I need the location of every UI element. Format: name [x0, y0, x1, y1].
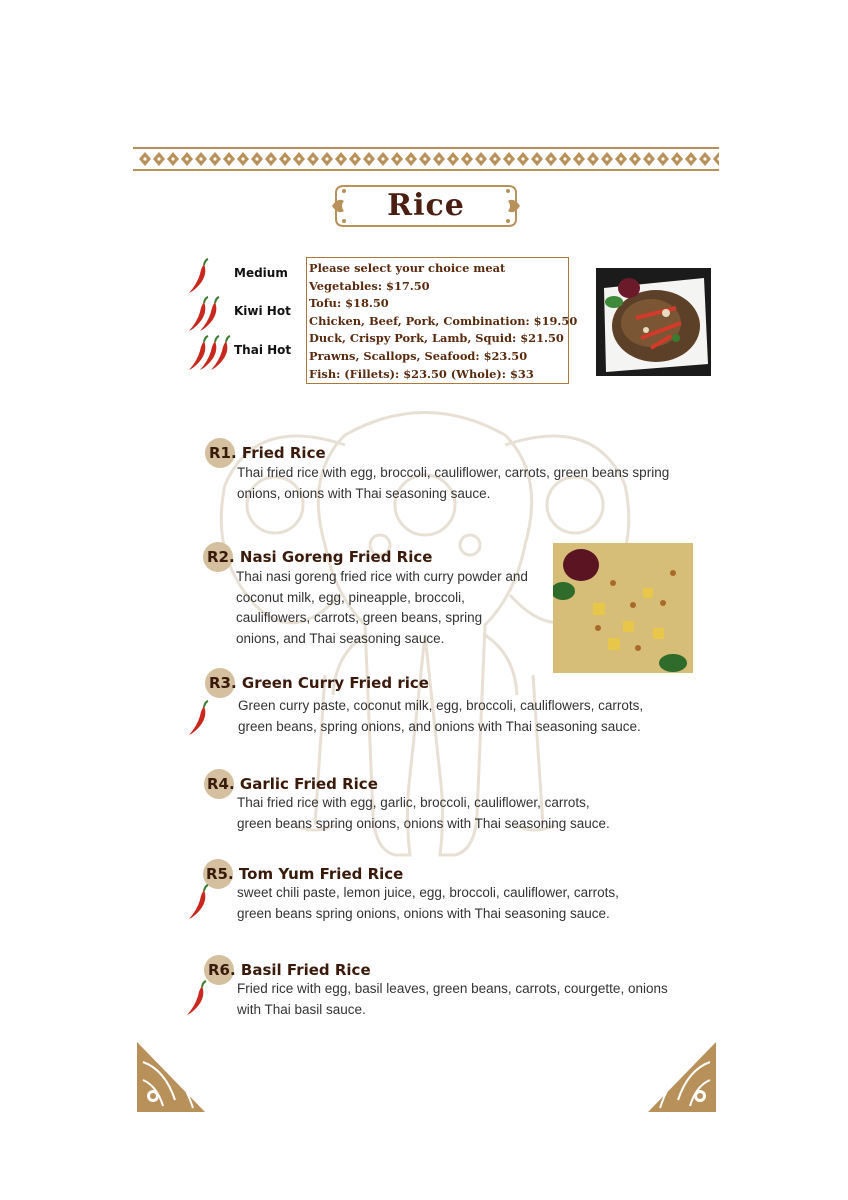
price-line: Tofu: $18.50	[309, 296, 389, 311]
band-dot	[633, 157, 636, 160]
band-dot	[549, 157, 552, 160]
item-title-r4: R4. Garlic Fried Rice	[207, 775, 378, 793]
band-dot	[255, 157, 258, 160]
band-dot	[521, 157, 524, 160]
price-line: Vegetables: $17.50	[309, 278, 430, 293]
spice-level-medium	[184, 258, 294, 294]
nasi-goreng-photo	[553, 543, 693, 673]
band-dot	[311, 157, 314, 160]
band-dot	[241, 157, 244, 160]
chili-stem	[202, 981, 206, 987]
spice-level-label: Thai Hot	[234, 343, 292, 357]
ornamental-border-band	[133, 147, 719, 171]
spice-level-thai-hot	[184, 335, 294, 371]
item-desc-r6: Fried rice with egg, basil leaves, green beans, carrots, courgette, onions with Thai basil sauce.	[237, 981, 668, 1017]
band-dot	[171, 157, 174, 160]
band-dot	[227, 157, 230, 160]
chili-stem	[204, 701, 208, 707]
chili-pepper	[187, 986, 203, 1015]
chili-icon	[184, 296, 224, 332]
item-title-r5: R5. Tom Yum Fried Rice	[206, 865, 404, 883]
chili-stem	[204, 885, 208, 891]
item-desc-r1: Thai fried rice with egg, broccoli, cauliflower, carrots, green beans spring onions, onions with Thai seasoning sauce.	[237, 465, 670, 501]
band-dot	[199, 157, 202, 160]
price-line: Prawns, Scallops, Seafood: $23.50	[309, 348, 528, 363]
price-box	[306, 257, 578, 384]
chili-icon	[184, 700, 210, 742]
corner-ornament-right	[646, 1040, 718, 1114]
item-title-r3: R3. Green Curry Fried rice	[209, 674, 429, 692]
chili-pepper	[189, 890, 205, 919]
chili-pepper	[189, 706, 205, 735]
band-dot	[619, 157, 622, 160]
band-dot	[353, 157, 356, 160]
band-dot	[185, 157, 188, 160]
chili-stem	[215, 336, 219, 342]
band-dot	[297, 157, 300, 160]
chili-stem	[204, 297, 208, 303]
band-dot	[563, 157, 566, 160]
band-dot	[157, 157, 160, 160]
chili-icon	[184, 335, 232, 371]
band-dot	[213, 157, 216, 160]
band-dot	[437, 157, 440, 160]
price-line: Chicken, Beef, Pork, Combination: $19.50	[309, 313, 578, 328]
band-dot	[591, 157, 594, 160]
spice-level-kiwi-hot	[184, 296, 294, 332]
chili-stem	[204, 336, 208, 342]
band-dot	[409, 157, 412, 160]
band-dot	[451, 157, 454, 160]
band-dot	[689, 157, 692, 160]
band-dot	[381, 157, 384, 160]
item-desc-r2: Thai nasi goreng fried rice with curry powder and coconut milk, egg, pineapple, broccoli, cauliflowers, carrots, green beans, spring onions, and Thai seasoning sauce.	[236, 569, 528, 646]
band-dot	[675, 157, 678, 160]
fried-rice-photo	[596, 268, 711, 376]
spice-level-label: Medium	[234, 266, 288, 280]
item-desc-r5: sweet chili paste, lemon juice, egg, broccoli, cauliflower, carrots, green beans spring onions, onions with Thai seasoning sauce.	[237, 885, 619, 921]
item-title-r2: R2. Nasi Goreng Fried Rice	[207, 548, 433, 566]
corner-ornament-left	[135, 1040, 207, 1114]
chili-pepper	[189, 264, 205, 293]
band-dot	[269, 157, 272, 160]
chili-icon	[184, 258, 224, 294]
band-dot	[143, 157, 146, 160]
chili-icon	[182, 980, 208, 1022]
band-dot	[577, 157, 580, 160]
chili-stem	[226, 336, 230, 342]
band-dot	[493, 157, 496, 160]
page-title: Rice	[387, 188, 465, 223]
band-dot	[647, 157, 650, 160]
band-dot	[325, 157, 328, 160]
band-dot	[465, 157, 468, 160]
band-dot	[423, 157, 426, 160]
spice-level-label: Kiwi Hot	[234, 304, 291, 318]
chili-pepper	[189, 302, 205, 331]
item-desc-r3: Green curry paste, coconut milk, egg, broccoli, cauliflowers, carrots, green beans, spring onions, and onions with Thai seasoning sauce.	[238, 698, 644, 734]
band-dot	[339, 157, 342, 160]
chili-pepper	[189, 341, 205, 370]
band-dot	[703, 157, 706, 160]
band-dot	[605, 157, 608, 160]
chili-icon	[184, 884, 210, 926]
price-line: Fish: (Fillets): $23.50 (Whole): $33	[309, 366, 534, 381]
chili-stem	[215, 297, 219, 303]
item-desc-r4: Thai fried rice with egg, garlic, broccoli, cauliflower, carrots, green beans spring onions, onions with Thai seasoning sauce.	[237, 795, 610, 831]
band-dot	[479, 157, 482, 160]
price-line: Duck, Crispy Pork, Lamb, Squid: $21.50	[309, 331, 564, 346]
band-dot	[283, 157, 286, 160]
band-dot	[367, 157, 370, 160]
chili-stem	[204, 259, 208, 265]
band-dot	[507, 157, 510, 160]
band-dot	[535, 157, 538, 160]
band-dot	[661, 157, 664, 160]
item-title-r1: R1. Fried Rice	[209, 444, 326, 462]
item-title-r6: R6. Basil Fried Rice	[208, 961, 371, 979]
price-heading: Please select your choice meat	[309, 261, 506, 275]
band-dot	[395, 157, 398, 160]
